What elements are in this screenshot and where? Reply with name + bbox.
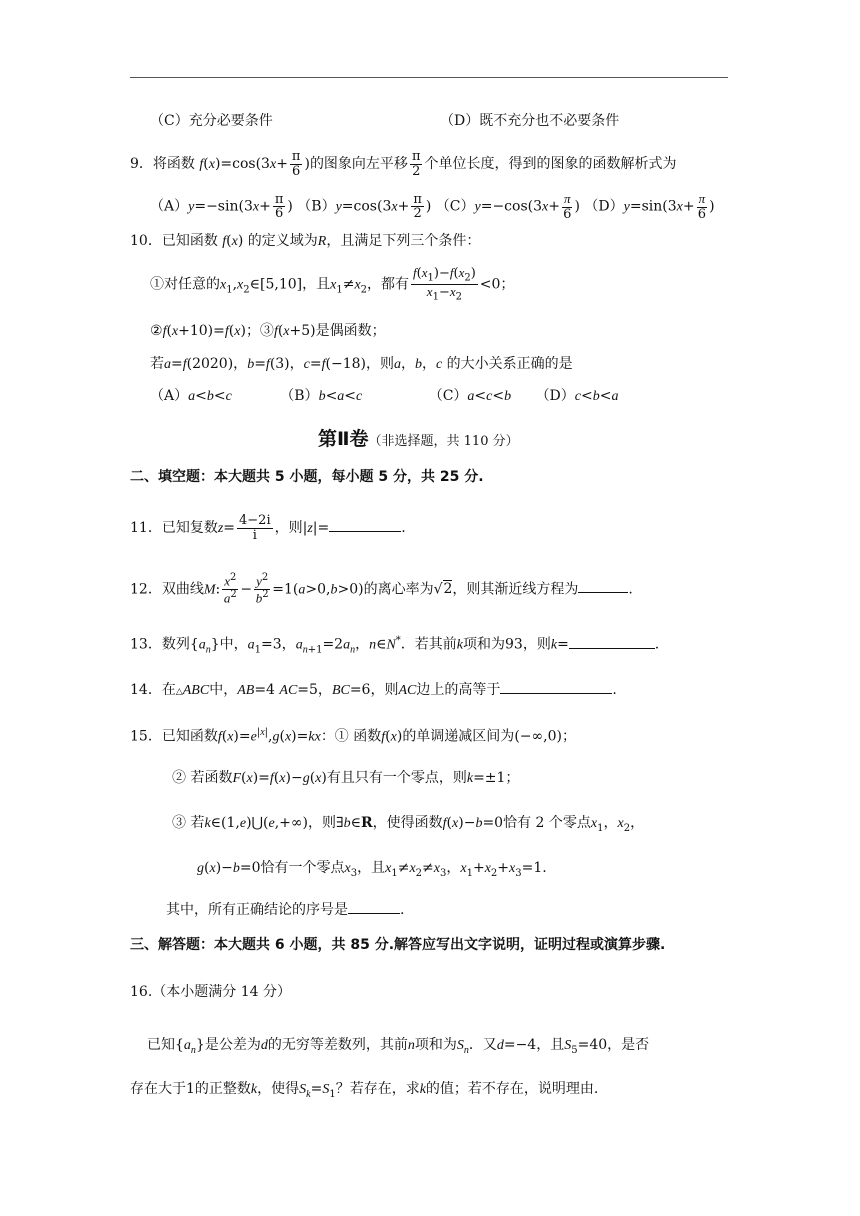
question-16-header: 16.（本小题满分 14 分） [130,984,291,1000]
q9-option-c: （C） [435,198,475,215]
part-2-title: 第Ⅱ卷（非选择题，共 110 分） [318,428,519,450]
q15-summary: 其中，所有正确结论的序号是 . [166,902,405,918]
q8-option-c: （C）充分必要条件 [150,113,273,129]
q10-condition-1: ①对任意的$x_1,x_2\in[5,10]$，且$x_1\ne x_2$，都有 $\frac{f(x_1)-f(x_2)}{x_1-x_2}$ <0； [150,265,515,303]
q9-option-a: （A） [150,198,189,215]
q15-statement-3: ③ 若k∈(1,e)⋃(e,+∞)，则∃b∈R，使得函数f(x)−b=0恰有 2 个零点$x_1$，$x_2$， [172,815,645,834]
question-16-line-2: 存在大于1的正整数k，使得$S_k=S_1$？若存在，求k的值；若不存在，说明理由. [130,1081,599,1100]
section-2-heading: 二、填空题：本大题共 5 小题，每小题 5 分，共 25 分. [130,469,484,485]
q8-option-d: （D）既不充分也不必要条件 [440,113,620,129]
question-9-stem: 9．将函数 f(x)=cos(3x+ $\frac{\pi}{6}$ )的图象向左平移 $\frac{\pi}{2}$ 个单位长度，得到的图象的函数解析式为 [130,149,677,179]
question-15: 15．已知函数$f(x)=e^{|x|},g(x)=kx$：① 函数f(x)的单调递减区间为(−∞,0)； [130,727,576,745]
section-3-heading: 三、解答题：本大题共 6 小题，共 85 分.解答应写出文字说明，证明过程或演算步骤. [130,937,666,953]
q15-statement-3-cont: g(x)−b=0恰有一个零点$x_3$，且$x_1\ne x_2\ne x_3$，$x_1+x_2+x_3=1$. [197,860,547,879]
question-12: 12．双曲线M: $\frac{x^2}{a^2}$ − $\frac{y^2}{b^2}$ =1(a>0,b>0)的离心率为√2，则其渐近线方程为 . [130,572,633,606]
header-rule [130,77,728,78]
question-10-stem: 10．已知函数 f(x) 的定义域为R，且满足下列三个条件： [130,233,481,249]
q15-statement-2: ② 若函数F(x)=f(x)−g(x)有且只有一个零点，则k=±1； [172,770,520,786]
q9-option-b: （B） [297,198,336,215]
q9-number: 9． [130,156,153,173]
q10-if-clause: 若a=f(2020)，b=f(3)，c=f(−18)，则a，b，c 的大小关系正确的是 [150,356,573,372]
question-11: 11．已知复数z= $\frac{4-2i}{i}$ ，则|z|= . [130,513,406,543]
question-9-options: （A）y=−sin(3x+ $\frac{\pi}{6}$ ) （B）y=cos(3x+ $\frac{\pi}{2}$ ) （C）y=−cos(3x+ $\frac{\pi}{6}$ ) （D）y=sin(3x+ $\frac{\pi}{6}$ ) [150,191,715,222]
q9-text: 将函数 [152,156,195,173]
question-10-options: （A）a<b<c （B）b<a<c （C）a<c<b （D）c<b<a [150,388,619,404]
question-13: 13．数列$\{a_n\}$中，$a_1=3$，$a_{n+1}=2a_n$，n∈N*．若其前k项和为93，则k= . [130,635,660,656]
q9-option-d: （D） [584,198,624,215]
question-14: 14．在△ABC中，AB=4 AC=5，BC=6，则AC边上的高等于 . [130,682,617,698]
q10-conditions-2-3: ②f(x+10)=f(x)；③f(x+5)是偶函数； [150,323,386,339]
question-16-line-1: 已知$\{a_n\}$是公差为d的无穷等差数列，其前n项和为$S_n$．又d=−4，且$S_5=40$，是否 [147,1037,650,1056]
